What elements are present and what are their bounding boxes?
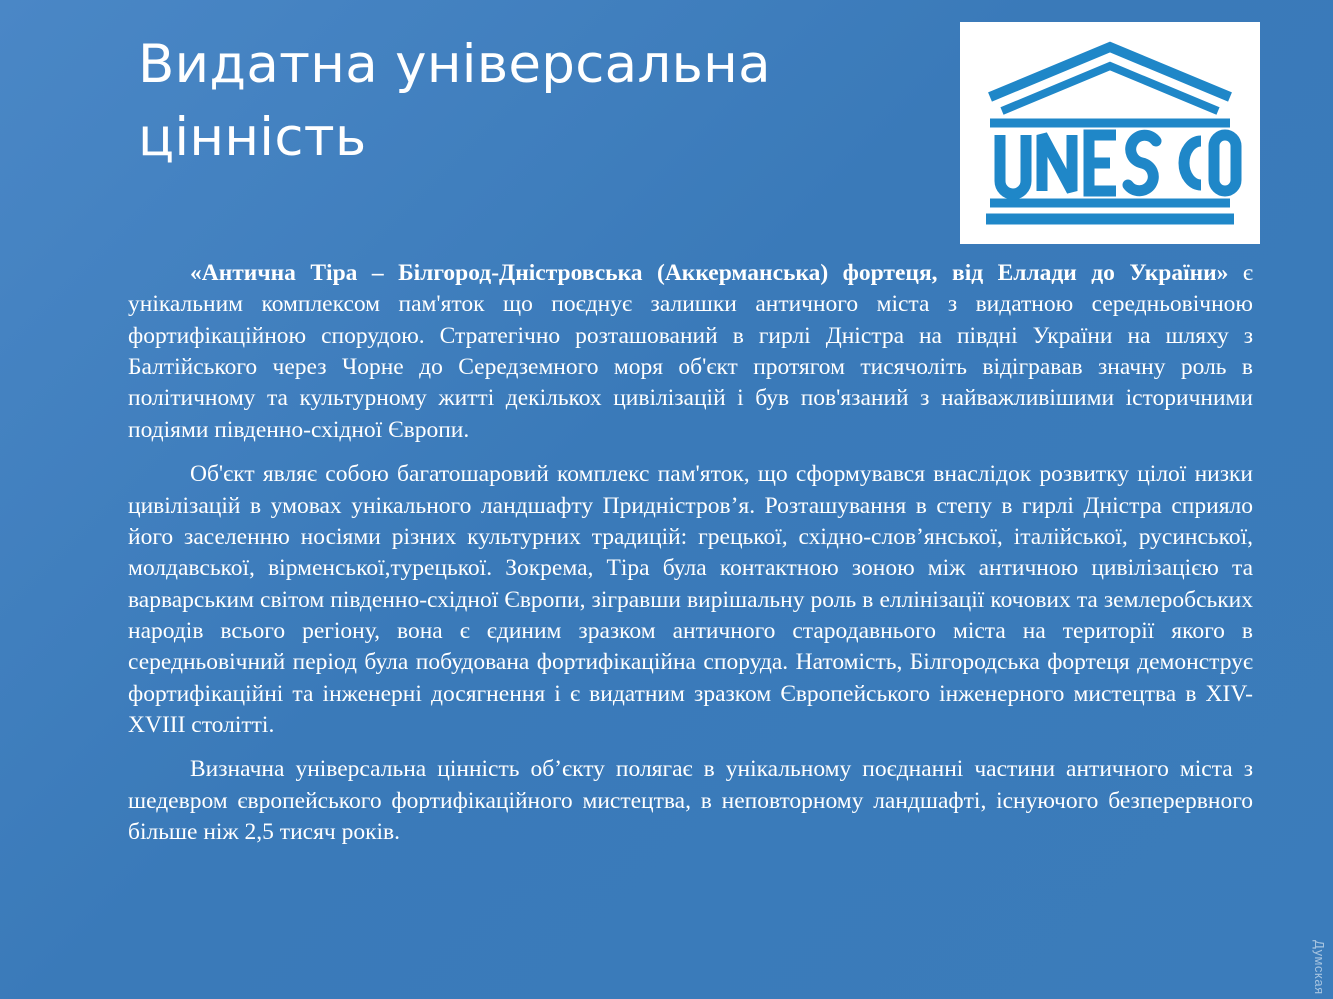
paragraph-1-rest: є унікальним комплексом пам'яток що поєднує залишки античного міста з видатною середньовічною фортифікаційною спорудою. Стратегічно розташований в гирлі Дністра на півдні України на шляху з Балтійського через Чорне до Середземного моря об'єкт протягом тисячоліть відігравав значну роль в політичному та культурному житті декількох цивілізацій і був пов'язаний з найважливішими історичними подіями південно-східної Європи. — [128, 260, 1253, 443]
paragraph-3-rest: Визначна універсальна цінність об’єкту полягає в унікальному поєднанні частини античного міста з шедевром європейського фортифікаційного мистецтва, в неповторному ландшафті, існуючого безперервного більше ніж 2,5 тисяч років. — [128, 756, 1253, 846]
paragraph-1 — [128, 258, 1253, 446]
watermark: Думская — [1312, 940, 1327, 995]
slide-body — [128, 258, 1253, 848]
page-title: Видатна універсальна цінність — [138, 34, 771, 169]
paragraph-1-lead: «Антична Тіра – Білгород-Дністровська (Аккерманська) фортеця, від Еллади до України» — [190, 260, 1229, 286]
paragraph-2 — [128, 459, 1253, 741]
paragraph-3 — [128, 754, 1253, 848]
paragraph-2-rest: Об'єкт являє собою багатошаровий комплекс пам'яток, що сформувався внаслідок розвитку цілої низки цивілізацій в умовах унікального ландшафту Придністров’я. Розташування в степу в гирлі Дністра сприяло його заселенню носіями різних культурних традицій: грецької, східно-слов’янської, італійської, русинської, молдавської, вірменської,турецької. Зокрема, Тіра була контактною зоною між античною цивілізацією та варварським світом південно-східної Європи, зігравши вирішальну роль в еллінізації кочових та землеробських народів всього регіону, вона є єдиним зразком античного стародавнього міста на території якого в середньовічний період була побудована фортифікаційна споруда. Натомість, Білгородська фортеця демонструє фортифікаційні та інженерні досягнення і є видатним зразком Європейського інженерного мистецтва в XIV-XVIII столітті. — [128, 461, 1253, 739]
unesco-logo — [960, 22, 1260, 244]
